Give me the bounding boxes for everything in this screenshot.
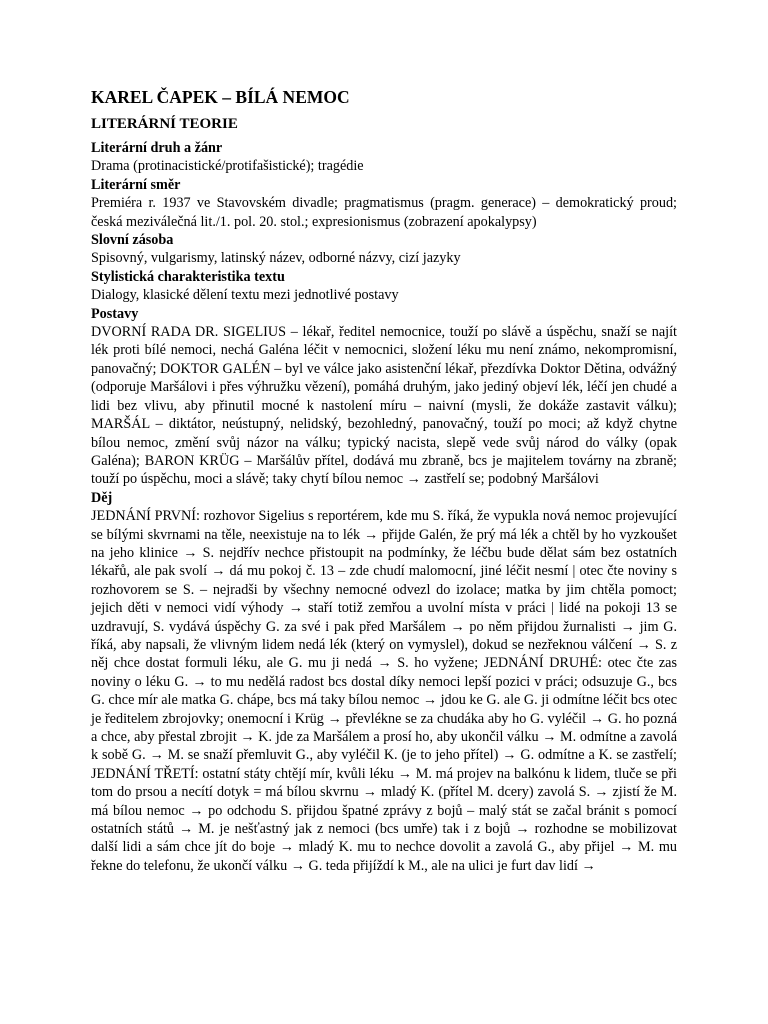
section-literarni-smer bbox=[91, 176, 677, 231]
document-subtitle: LITERÁRNÍ TEORIE bbox=[91, 116, 238, 132]
section-heading: Stylistická charakteristika textu bbox=[91, 268, 285, 285]
section-druh-zanr bbox=[91, 139, 677, 176]
section-body: DVORNÍ RADA DR. SIGELIUS – lékař, ředitel nemocnice, touží po slávě a úspěchu, snaží se najít lék proti bílé nemoci, nechá Galéna léčit v nemocnici, složení léku mu není známo, nekompromisní, panovačný; DOKTOR GALÉN – byl ve válce jako asistenční lékař, přezdívka Doktor Dětina, odvážný (odporuje Maršálovi i přes výhružku vězení), pomáhá druhým, jako jediný objeví lék, léčí jen chudé a lidi bez vlivu, aby přinutil mocné k nastolení míru – naivní (mysli, že dokáže zastavit válku); MARŠÁL – diktátor, neústupný, nelidský, bezohledný, panovačný, touží po moci; až když chytne bílou nemoc, změní svůj názor na válku; typický nacista, slepě vede svůj národ do války (opak Galéna); BARON KRÜG – Maršálův přítel, dodává mu zbraně, bcs je majitelem továrny na zbraně; touží po úspěchu, moci a slávě; taky chytí bílou nemoc → zastřelí se; podobný Maršálovi bbox=[91, 324, 677, 488]
section-body: Dialogy, klasické dělení textu mezi jednotlivé postavy bbox=[91, 287, 399, 304]
section-body: Spisovný, vulgarismy, latinský název, odborné názvy, cizí jazyky bbox=[91, 250, 461, 267]
section-heading: Postavy bbox=[91, 305, 139, 322]
document-page bbox=[91, 86, 677, 875]
section-heading: Literární druh a žánr bbox=[91, 140, 223, 156]
section-postavy bbox=[91, 305, 677, 489]
section-body: Premiéra r. 1937 ve Stavovském divadle; pragmatismus (pragm. generace) – demokratický proud; česká meziválečná lit./1. pol. 20. stol.; expresionismus (zobrazení apokalypsy) bbox=[91, 195, 677, 230]
section-dej bbox=[91, 489, 677, 876]
section-body: JEDNÁNÍ PRVNÍ: rozhovor Sigelius s reportérem, kde mu S. říká, že vypukla nová nemoc projevující se bílými skvrnami na těle, neexistuje na to lék → přijde Galén, že prý má lék a chtěl by ho vyzkoušet na jeho klinice → S. nejdřív nechce přistoupit na podmínky, že léčbu bude dělat sám bez ostatních lékařů, ale pak svolí → dá mu pokoj č. 13 – zde chudí malomocní, jiné léčit nesmí | otec čte noviny s rozhovorem se S. – nejradši by všechny nemocné odvezl do izolace; matka by jim chtěla pomoct; jejich děti v nemoci vidí výhody → staří totiž zemřou a uvolní místa v práci | lidé na pokoji 13 se uzdravují, S. vydává úspěchy G. za své i pak před Maršálem → po něm přijdou žurnalisti → jim G. říká, aby napsali, že vlivným lidem nedá lék (který on vymyslel), dokud se nezřeknou válčení → S. z něj chce dostat formuli léku, ale G. mu ji nedá → S. ho vyžene; JEDNÁNÍ DRUHÉ: otec čte zas noviny o léku G. → to mu nedělá radost bcs dostal díky nemoci lepší pozici v práci; odsuzuje G., bcs G. chce mír ale matka G. chápe, bcs má taky bílou nemoc → jdou ke G. ale G. ji odmítne léčit bcs otec je ředitelem zbrojovky; onemocní i Krüg → převlékne se za chudáka aby ho G. vyléčil → G. ho pozná a chce, aby přestal zbrojit → K. jde za Maršálem a prosí ho, aby ukončil válku → M. odmítne a zavolá k sobě G. → M. se snaží přemluvit G., aby vyléčil K. (je to jeho přítel) → G. odmítne a K. se zastřelí; JEDNÁNÍ TŘETÍ: ostatní státy chtějí mír, kvůli léku → M. má projev na balkónu k lidem, tluče se při tom do prsou a necítí dotyk = má bílou skvrnu → mladý K. (přítel M. dcery) zavolá S. → zjistí že M. má bílou nemoc → po odchodu S. přijdou špatné zprávy z bojů – malý stát se začal bránit s pomocí ostatních států → M. je nešťastný jak z nemoci (bcs umře) tak i z bojů → rozhodne se mobilizovat další lidi a sám chce jít do boje → mladý K. mu to nechce dovolit a zavolá G., aby přijel → M. mu řekne do telefonu, že ukončí válku → G. teda přijíždí k M., ale na ulici je furt dav lidí → bbox=[91, 508, 677, 874]
document-title: KAREL ČAPEK – BÍLÁ NEMOC bbox=[91, 87, 350, 107]
section-body: Drama (protinacistické/protifašistické); tragédie bbox=[91, 158, 364, 175]
section-heading: Literární směr bbox=[91, 176, 181, 193]
section-heading: Děj bbox=[91, 489, 113, 506]
section-slovni-zasoba bbox=[91, 231, 677, 268]
section-heading: Slovní zásoba bbox=[91, 232, 174, 249]
section-stylisticka-charakteristika bbox=[91, 268, 677, 305]
